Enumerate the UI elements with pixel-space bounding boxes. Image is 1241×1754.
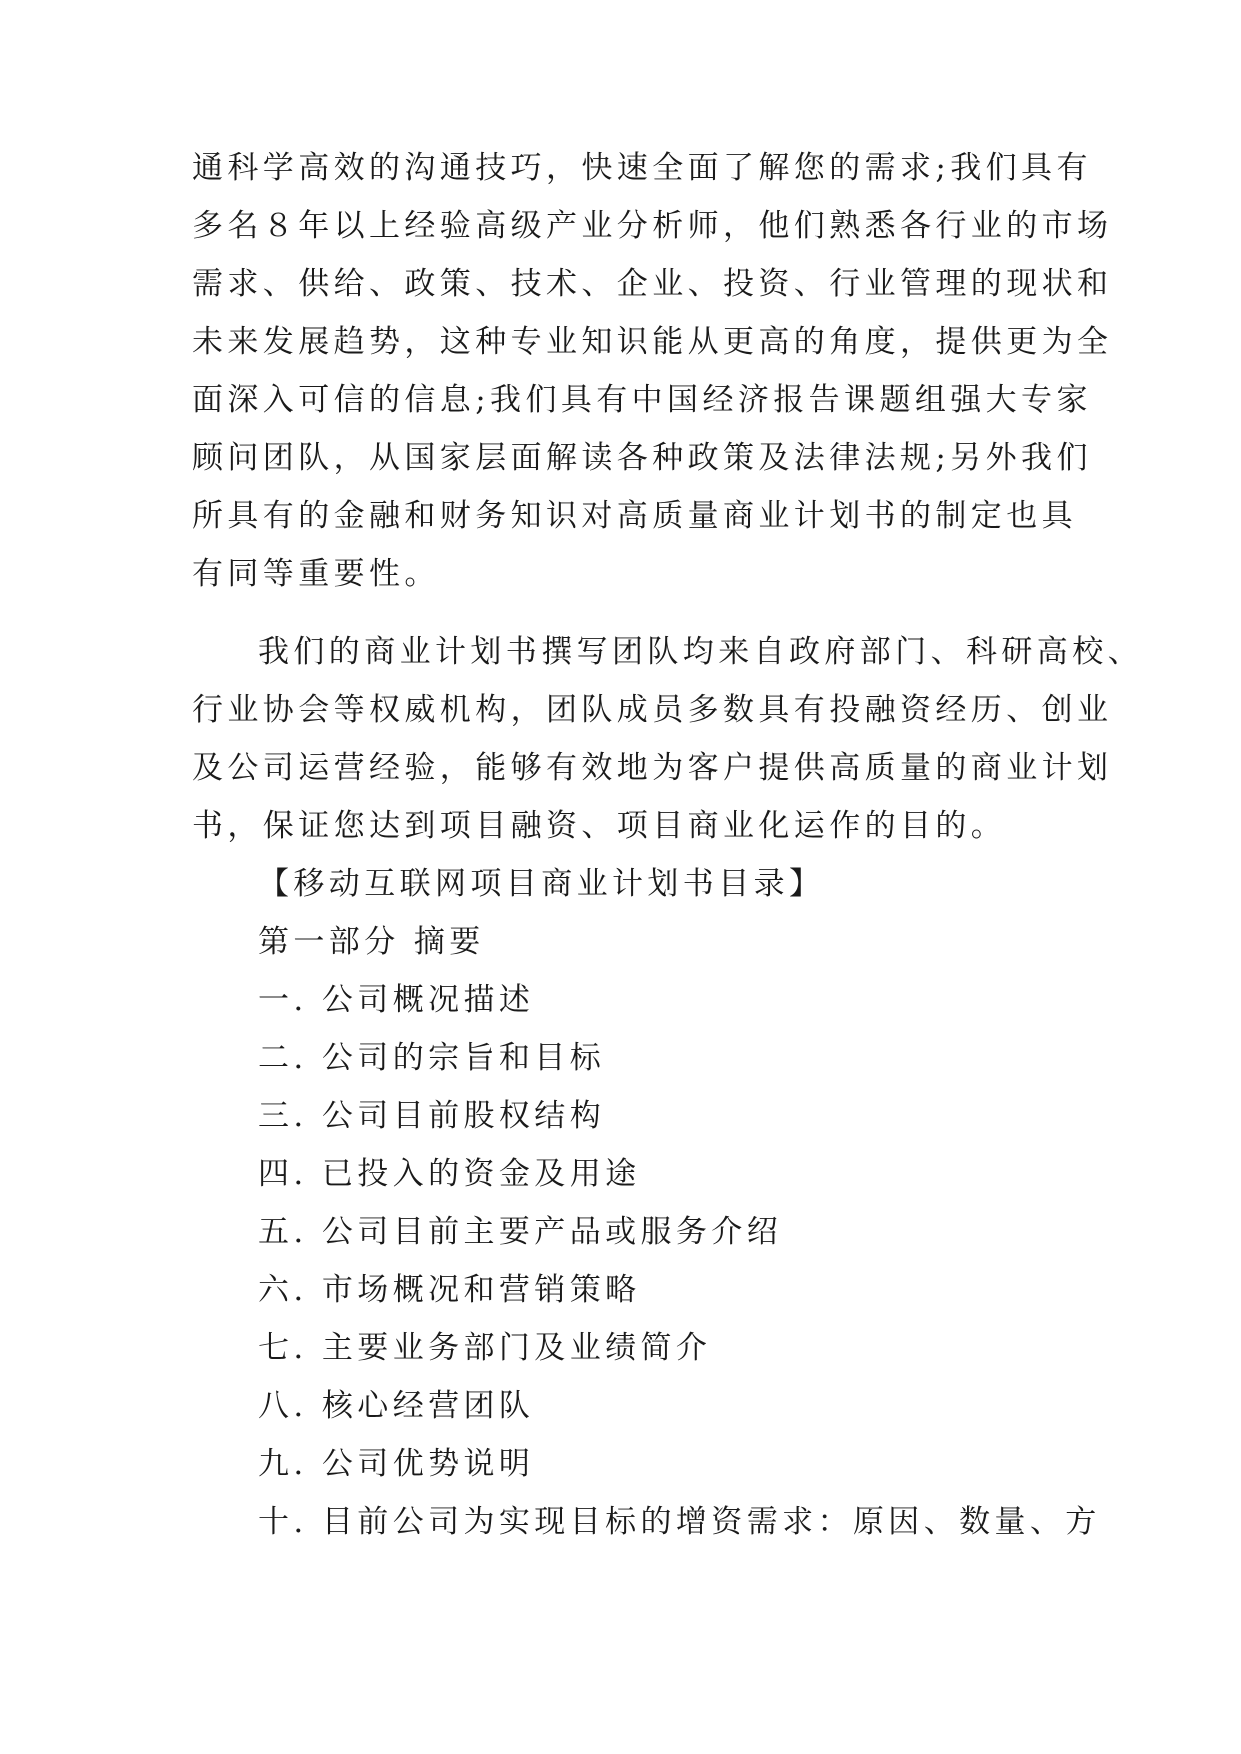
toc-part-title: 第一部分 摘要 xyxy=(258,924,485,960)
toc-item: 七. 主要业务部门及业绩简介 xyxy=(258,1330,712,1366)
toc-item: 五. 公司目前主要产品或服务介绍 xyxy=(258,1214,783,1250)
paragraph-line: 及公司运营经验，能够有效地为客户提供高质量的商业计划 xyxy=(192,750,1113,786)
toc-item: 三. 公司目前股权结构 xyxy=(258,1098,606,1134)
paragraph-line: 未来发展趋势，这种专业知识能从更高的角度，提供更为全 xyxy=(192,324,1113,360)
paragraph-line: 所具有的金融和财务知识对高质量商业计划书的制定也具 xyxy=(192,498,1077,534)
toc-heading: 【移动互联网项目商业计划书目录】 xyxy=(258,866,825,902)
paragraph-line: 通科学高效的沟通技巧，快速全面了解您的需求;我们具有 xyxy=(192,150,1092,186)
toc-item: 六. 市场概况和营销策略 xyxy=(258,1272,641,1308)
toc-item: 八. 核心经营团队 xyxy=(258,1388,535,1424)
paragraph-line: 面深入可信的信息;我们具有中国经济报告课题组强大专家 xyxy=(192,382,1092,418)
paragraph-line: 需求、供给、政策、技术、企业、投资、行业管理的现状和 xyxy=(192,266,1113,302)
paragraph-line: 我们的商业计划书撰写团队均来自政府部门、科研高校、 xyxy=(258,634,1143,670)
toc-item: 十. 目前公司为实现目标的增资需求：原因、数量、方 xyxy=(258,1504,1101,1540)
toc-item: 一. 公司概况描述 xyxy=(258,982,535,1018)
paragraph-line: 行业协会等权威机构，团队成员多数具有投融资经历、创业 xyxy=(192,692,1113,728)
paragraph-line: 有同等重要性。 xyxy=(192,556,440,592)
paragraph-line: 多名８年以上经验高级产业分析师，他们熟悉各行业的市场 xyxy=(192,208,1113,244)
toc-item: 九. 公司优势说明 xyxy=(258,1446,535,1482)
paragraph-line: 顾问团队，从国家层面解读各种政策及法律法规;另外我们 xyxy=(192,440,1092,476)
toc-item: 四. 已投入的资金及用途 xyxy=(258,1156,641,1192)
toc-item: 二. 公司的宗旨和目标 xyxy=(258,1040,606,1076)
paragraph-line: 书，保证您达到项目融资、项目商业化运作的目的。 xyxy=(192,808,1007,844)
